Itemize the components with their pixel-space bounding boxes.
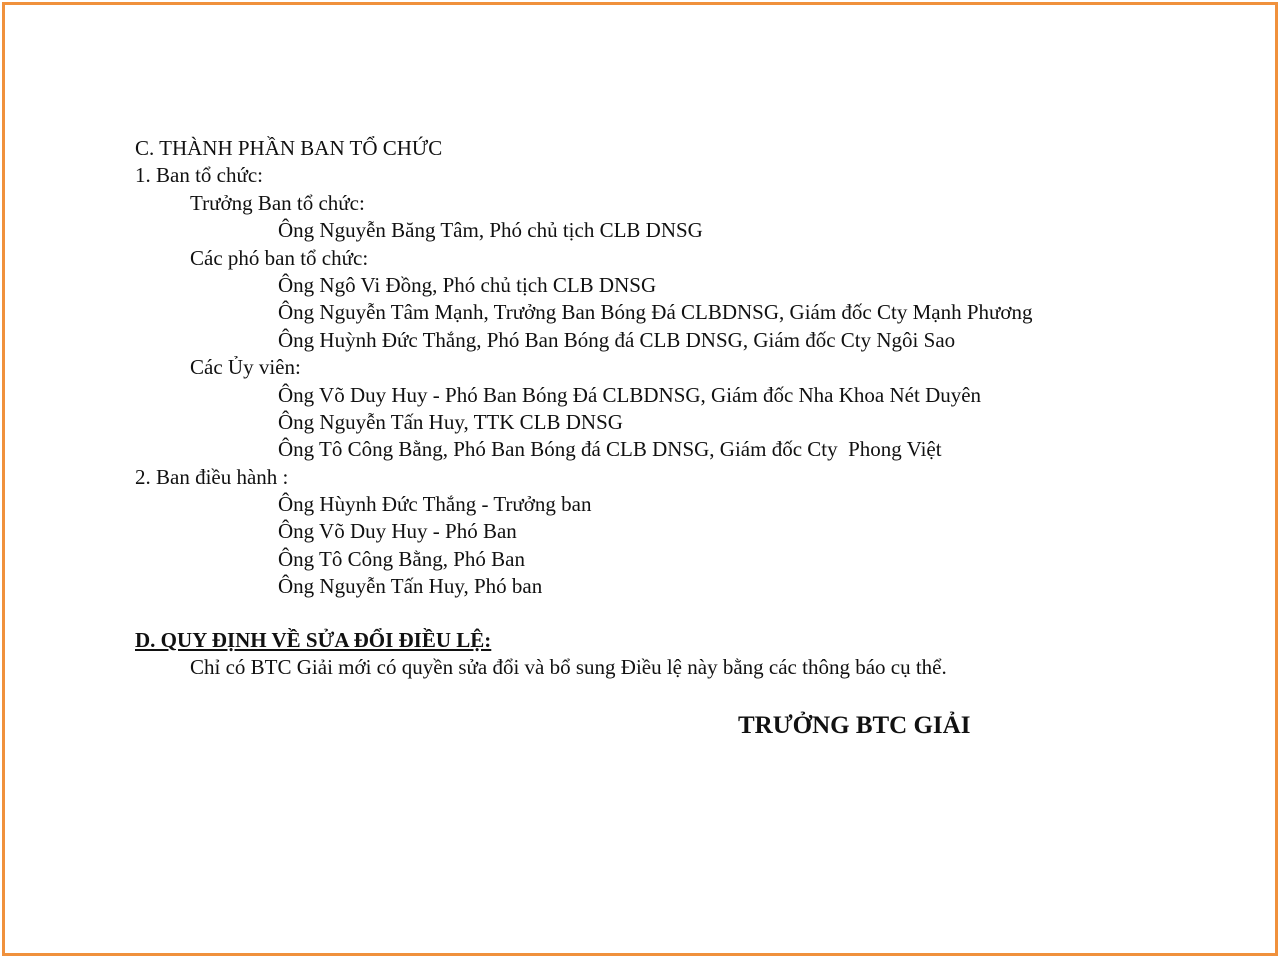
section-d-title: D. QUY ĐỊNH VỀ SỬA ĐỔI ĐIỀU LỆ: xyxy=(135,627,492,652)
signature-title: TRƯỞNG BTC GIẢI xyxy=(738,712,971,739)
spacer xyxy=(135,601,1235,627)
member-item: Ông Võ Duy Huy - Phó Ban Bóng Đá CLBDNSG, Giám đốc Nha Khoa Nét Duyên xyxy=(278,382,982,407)
deputy-item: Ông Huỳnh Đức Thắng, Phó Ban Bóng đá CLB DNSG, Giám đốc Cty Ngôi Sao xyxy=(278,327,956,352)
executive-member: Ông Hùynh Đức Thắng - Trưởng ban xyxy=(278,492,592,517)
deputies-label: Các phó ban tổ chức: xyxy=(190,245,369,270)
part2-heading: 2. Ban điều hành : xyxy=(135,464,289,489)
deputy-item: Ông Ngô Vi Đồng, Phó chủ tịch CLB DNSG xyxy=(278,272,657,297)
head-member: Ông Nguyễn Băng Tâm, Phó chủ tịch CLB DNSG xyxy=(278,218,703,243)
deputy-item: Ông Nguyễn Tâm Mạnh, Trưởng Ban Bóng Đá CLBDNSG, Giám đốc Cty Mạnh Phương xyxy=(278,300,1033,325)
head-label: Trưởng Ban tổ chức: xyxy=(190,190,365,215)
member-item: Ông Nguyễn Tấn Huy, TTK CLB DNSG xyxy=(278,409,623,434)
section-c-title: C. THÀNH PHẦN BAN TỔ CHỨC xyxy=(135,136,443,160)
document-body xyxy=(135,135,1235,681)
members-label: Các Ủy viên: xyxy=(190,355,301,380)
section-d-body: Chỉ có BTC Giải mới có quyền sửa đổi và bổ sung Điều lệ này bằng các thông báo cụ thể. xyxy=(190,655,947,680)
executive-member: Ông Võ Duy Huy - Phó Ban xyxy=(278,519,517,544)
part1-heading: 1. Ban tổ chức: xyxy=(135,163,264,188)
executive-member: Ông Nguyễn Tấn Huy, Phó ban xyxy=(278,574,543,599)
member-item: Ông Tô Công Bằng, Phó Ban Bóng đá CLB DNSG, Giám đốc Cty Phong Việt xyxy=(278,437,942,462)
executive-member: Ông Tô Công Bằng, Phó Ban xyxy=(278,546,525,571)
